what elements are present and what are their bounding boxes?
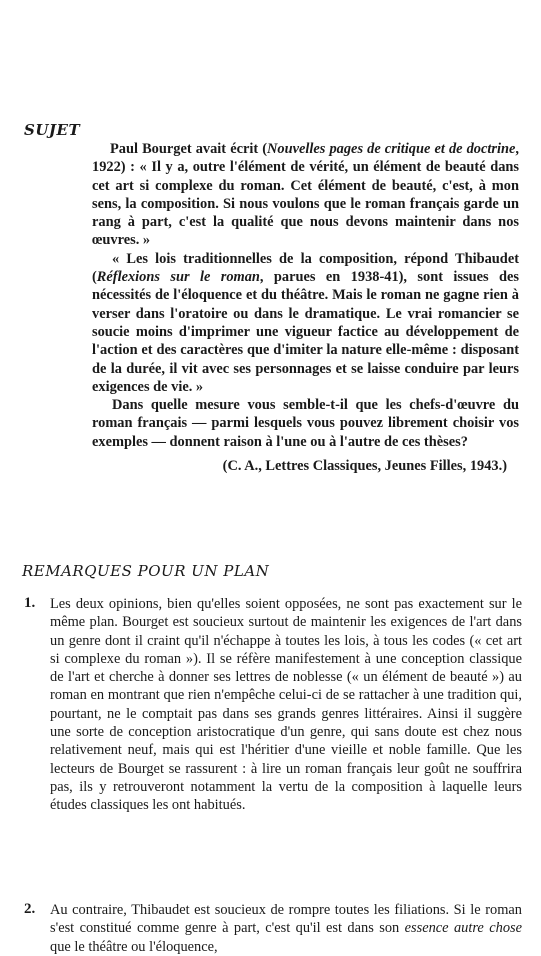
text-run: Les deux opinions, bien qu'elles soient opposées, ne sont pas exactement sur le même plan. Bourget est soucieux surtout de maintenir les exigences de l'art dans un genre dont il craint qu'il n'échappe à toutes les lois, à tous les codes (« cet art si complexe du roman »). Il se réfère manifestement à une conception classique de l'art et cherche à donner ses lettres de noblesse (« un élément de beauté ») au roman en montrant que rien n'empêche celui-ci de se rattacher à une tradition qui, pourtant, ne le comptait pas dans ses grands genres littéraires. Ainsi il suggère une sorte de conception aristocratique d'un genre, qui sans doute est chez nous relativement neuf, mais qui est l'héritier d'une vieille et noble famille. Que les lecteurs de Bourget se rassurent : à lire un roman français leur goût ne souffrira pas, ils y retrouveront notamment la vertu de la composition à laquelle leurs études classiques les ont habitués. [50,596,522,814]
sujet-source: (C. A., Lettres Classiques, Jeunes Filles, 1943.) [222,458,507,475]
italic-title: essence autre chose [404,920,522,937]
plan-item-1 [24,595,522,815]
sujet-paragraph-2 [92,250,519,396]
text-run: que le théâtre ou l'éloquence, [50,938,218,955]
plan-item-number: 2. [24,901,36,917]
plan-item-number: 1. [24,595,36,611]
text-run: , 1922) : « Il y a, outre l'élément de vérité, un élément de beauté dans cet art si complexe du roman. Cet élément de beauté, c'est, à mon sens, la composition. Si nous voulons que le roman français garde un rang à part, c'est la qualité que nous devons maintenir dans nos œuvres. » [92,141,519,249]
text-run: Dans quelle mesure vous semble-t-il que les chefs-d'œuvre du roman français — parmi lesquels vous pouvez librement choisir vos exemples — donnent raison à l'une ou à l'autre de ces thèses? [92,397,519,450]
text-run: « Les lois traditionnelles de la composition, répond Thibaudet ( [92,250,519,286]
sujet-paragraph-1 [92,140,519,250]
section-heading-sujet: SUJET [24,121,81,139]
text-run: , parues en 1938-41), sont issues des nécessités de l'éloquence et du théâtre. Mais le roman ne gagne rien à verser dans l'oratoire ou dans le dramatique. Le vrai romancier se soucie moins d'imprimer une vigueur factice au développement de l'action et des caractères que d'imiter la nature elle-même : disposant de la durée, il vit avec ses personnages et se laisse conduire par leurs exigences de vie. » [92,269,519,395]
plan-item-text [50,901,522,956]
plan-item-2 [24,901,522,956]
text-run: Paul Bourget avait écrit ( [110,141,268,157]
plan-item-text [50,595,522,815]
sujet-paragraph-3 [92,396,519,451]
sujet-body [92,140,519,475]
section-heading-remarques: REMARQUES POUR UN PLAN [22,562,270,580]
italic-title: Nouvelles pages de critique et de doctrine [267,141,516,157]
text-run: Au contraire, Thibaudet est soucieux de rompre toutes les filiations. Si le roman s'est constitué comme genre à part, c'est qu'il est dans son [50,902,522,937]
italic-title: Réflexions sur le roman [96,269,260,286]
